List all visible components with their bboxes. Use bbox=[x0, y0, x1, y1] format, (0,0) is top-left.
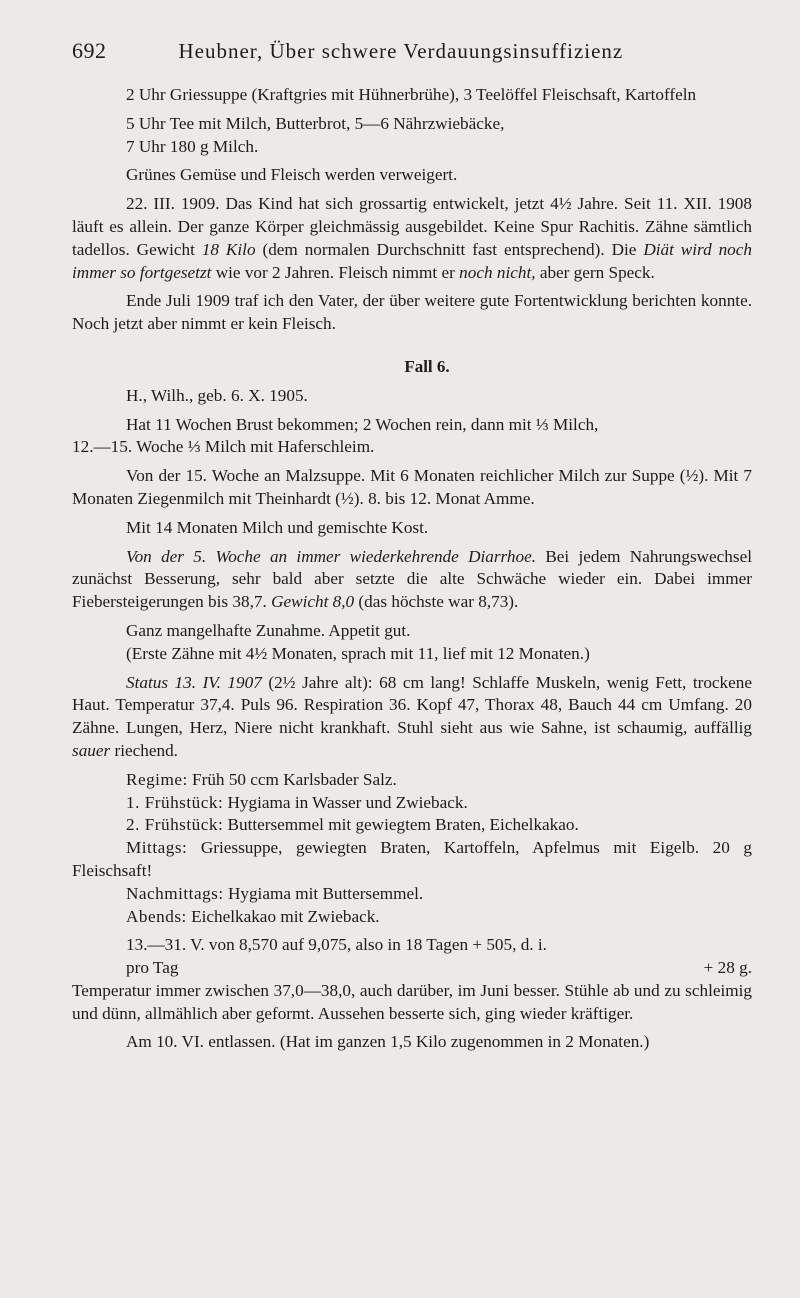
breakfast-1-text: Hygiama in Wasser und Zwieback. bbox=[223, 792, 468, 812]
regime-label: Regime: bbox=[126, 769, 188, 789]
paragraph-zunahme: Ganz mangelhafte Zunahme. Appetit gut. bbox=[126, 620, 411, 640]
text-run: (das höchste war 8,73). bbox=[354, 592, 519, 612]
afternoon-line bbox=[72, 883, 752, 906]
paragraph-status-1909 bbox=[72, 193, 752, 284]
evening-text: Eichelkakao mit Zwieback. bbox=[186, 906, 380, 926]
text-run: 22. III. 1909. Das Kind hat sich grossartig entwickelt, jetzt 4½ Jahre. Seit 11. XII. 1908 läuft es allein. Der ganze Körper gleichmässig ausgebildet. Keine Spur Rachitis. Zähne sämtlich tadellos. Gewicht bbox=[72, 194, 752, 259]
paragraph-haferschleim: 12.—15. Woche ⅓ Milch mit Haferschleim. bbox=[72, 437, 375, 457]
italic-run: sauer bbox=[72, 740, 111, 760]
breakfast-1-label: 1. Frühstück: bbox=[126, 792, 224, 812]
page-number: 692 bbox=[72, 38, 107, 63]
afternoon-text: Hygiama mit Buttersemmel. bbox=[223, 883, 424, 903]
paragraph-july-1909: Ende Juli 1909 traf ich den Vater, der über weitere gute Fortentwicklung berichten konnte. Noch jetzt aber nimmt er kein Fleisch. bbox=[72, 291, 752, 334]
paragraph-teeth: (Erste Zähne mit 4½ Monaten, sprach mit 11, lief mit 12 Monaten.) bbox=[126, 643, 590, 663]
breakfast-2-label: 2. Frühstück: bbox=[126, 815, 224, 835]
paragraph-patient: H., Wilh., geb. 6. X. 1905. bbox=[126, 385, 308, 405]
evening-label: Abends: bbox=[126, 906, 187, 926]
text-run: aber gern Speck. bbox=[535, 262, 655, 282]
italic-run: Gewicht 8,0 bbox=[271, 592, 355, 612]
running-title: Heubner, Über schwere Verdauungsinsuffizienz bbox=[178, 39, 624, 63]
paragraph-status-1907 bbox=[72, 672, 752, 763]
lunch-label: Mittags: bbox=[126, 838, 188, 858]
text-run: (2½ Jahre alt): 68 cm lang! Schlaffe Muskeln, wenig Fett, trockene Haut. Temperatur 37,4. Puls 96. Respiration 36. Kopf 47, Thorax 48, Bauch 44 cm Umfang. 20 Zähne. Lungen, Herz, Niere nicht krankhaft. Stuhl sieht aus wie Sahne, ist schaumig, auffällig bbox=[72, 672, 752, 738]
breakfast-2-text: Buttersemmel mit gewiegtem Braten, Eichelkakao. bbox=[223, 815, 579, 835]
italic-run: Von der 5. Woche an immer wiederkehrende Diarrhoe. bbox=[126, 546, 537, 566]
paragraph-diarrhoe bbox=[72, 546, 752, 614]
weight-per-day-line bbox=[72, 957, 752, 980]
paragraph-refused-food: Grünes Gemüse und Fleisch werden verweigert. bbox=[126, 165, 458, 185]
regime-text: Früh 50 ccm Karlsbader Salz. bbox=[187, 769, 397, 789]
paragraph-diet-5-uhr: 5 Uhr Tee mit Milch, Butterbrot, 5—6 Nährzwiebäcke, bbox=[126, 113, 505, 133]
italic-run: noch nicht, bbox=[459, 262, 536, 282]
italic-run: Diät wird noch immer so fortgesetzt bbox=[72, 239, 753, 282]
text-run: Bei jedem Nahrungswechsel zunächst Besserung, sehr bald aber setzte die alte Schwäche wieder ein. Dabei immer Fiebersteigerungen bis 38,7. bbox=[72, 546, 752, 612]
regime-line bbox=[72, 769, 752, 792]
text-run: riechend. bbox=[110, 740, 178, 760]
paragraph-mixed-diet: Mit 14 Monaten Milch und gemischte Kost. bbox=[126, 517, 429, 537]
text-run: (dem normalen Durchschnitt fast entsprechend). Die bbox=[255, 239, 644, 259]
evening-line bbox=[72, 906, 752, 929]
breakfast-2-line bbox=[72, 814, 752, 837]
weight-gain-line: 13.—31. V. von 8,570 auf 9,075, also in 18 Tagen + 505, d. i. bbox=[126, 935, 547, 955]
per-day-value: + 28 g. bbox=[703, 958, 752, 978]
breakfast-1-line bbox=[72, 792, 752, 815]
case-heading: Fall 6. bbox=[404, 356, 450, 376]
italic-run: Status 13. IV. 1907 bbox=[126, 672, 262, 692]
lunch-text: Griessuppe, gewiegten Braten, Kartoffeln, Apfelmus mit Eigelb. 20 g Fleischsaft! bbox=[72, 838, 752, 880]
paragraph-temperature: Temperatur immer zwischen 37,0—38,0, auch darüber, im Juni besser. Stühle ab und zu schleimig und dünn, allmählich aber geformt. Aussehen besserte sich, ging wieder kräftiger. bbox=[72, 980, 752, 1023]
paragraph-diet-2-uhr: 2 Uhr Griessuppe (Kraftgries mit Hühnerbrühe), 3 Teelöffel Fleischsaft, Kartoffeln bbox=[126, 85, 697, 104]
page-header bbox=[72, 38, 762, 64]
lunch-line bbox=[72, 837, 752, 883]
paragraph-diet-7-uhr: 7 Uhr 180 g Milch. bbox=[126, 136, 259, 156]
text-run: wie vor 2 Jahren. Fleisch nimmt er bbox=[211, 262, 460, 282]
paragraph-malzsuppe: Von der 15. Woche an Malzsuppe. Mit 6 Monaten reichlicher Milch zur Suppe (½). Mit 7 Monaten Ziegenmilch mit Theinhardt (½). 8. bis 12. Monat Amme. bbox=[72, 466, 752, 508]
paragraph-discharge: Am 10. VI. entlassen. (Hat im ganzen 1,5 Kilo zugenommen in 2 Monaten.) bbox=[126, 1032, 650, 1052]
afternoon-label: Nachmittags: bbox=[126, 883, 224, 903]
paragraph-breastfeeding: Hat 11 Wochen Brust bekommen; 2 Wochen rein, dann mit ⅓ Milch, bbox=[126, 414, 599, 434]
page-body bbox=[72, 84, 752, 1060]
per-day-label: pro Tag bbox=[126, 958, 179, 978]
italic-run: 18 Kilo bbox=[201, 239, 256, 259]
